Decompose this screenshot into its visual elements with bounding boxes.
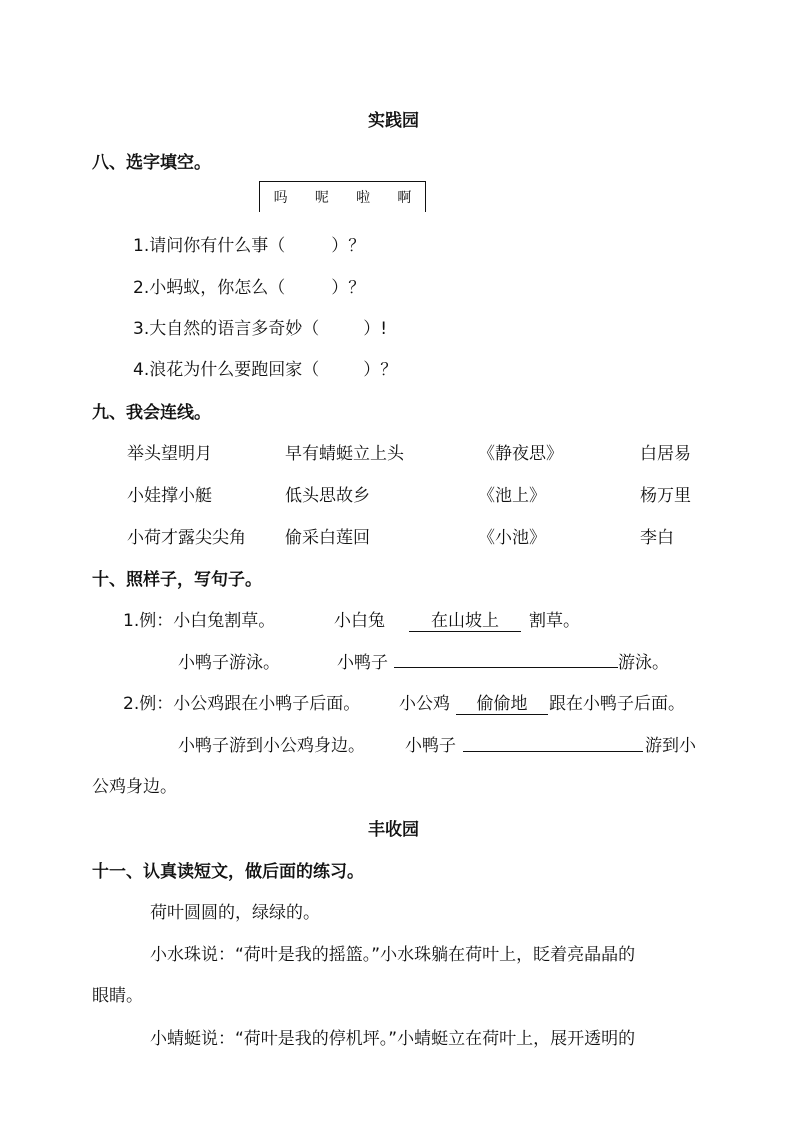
match-c2-r3[interactable]: 偷采白莲回 xyxy=(285,528,370,548)
section-8-title: 八、选字填空。 xyxy=(92,153,211,173)
question-2-tail: 游到小 xyxy=(645,736,696,756)
match-c2-r1[interactable]: 早有蜻蜓立上头 xyxy=(285,444,404,464)
match-c3-r1[interactable]: 《静夜思》 xyxy=(478,444,563,464)
question-2-subject: 小鸭子 xyxy=(405,736,456,756)
fill-item-2: 2.小蚂蚁，你怎么（ ）？ xyxy=(133,278,366,298)
fill-item-3: 3.大自然的语言多奇妙（ ）! xyxy=(133,319,388,339)
question-1-tail: 游泳。 xyxy=(618,653,669,673)
match-c4-r2[interactable]: 杨万里 xyxy=(640,486,691,506)
section-11-title: 十一、认真读短文，做后面的练习。 xyxy=(92,862,364,882)
passage-paragraph-2-line-2: 眼睛。 xyxy=(92,986,143,1006)
question-1-subject: 小鸭子 xyxy=(337,653,388,673)
answer-line-2[interactable] xyxy=(463,751,643,752)
match-c4-r3[interactable]: 李白 xyxy=(640,528,674,548)
match-c3-r2[interactable]: 《池上》 xyxy=(478,486,546,506)
match-c1-r1[interactable]: 举头望明月 xyxy=(127,444,212,464)
passage-paragraph-2-line-1: 小水珠说：“荷叶是我的摇篮。”小水珠躺在荷叶上，眨着亮晶晶的 xyxy=(150,945,636,965)
example-2-blank xyxy=(456,689,548,715)
section-9-title: 九、我会连线。 xyxy=(92,403,211,423)
question-2-prompt: 小鸭子游到小公鸡身边。 xyxy=(178,736,365,756)
fill-item-1: 1.请问你有什么事（ ）？ xyxy=(133,236,366,256)
option-la: 啦 xyxy=(356,190,371,206)
fill-item-4: 4.浪花为什么要跑回家（ ）？ xyxy=(133,360,398,380)
question-1-prompt: 小鸭子游泳。 xyxy=(178,653,280,673)
example-2-label: 2.例：小公鸡跟在小鸭子后面。 xyxy=(123,694,361,714)
options-box xyxy=(259,181,426,212)
option-a: 啊 xyxy=(397,190,412,206)
passage-paragraph-1: 荷叶圆圆的，绿绿的。 xyxy=(150,903,320,923)
option-ne: 呢 xyxy=(314,190,329,206)
match-c1-r2[interactable]: 小娃撑小艇 xyxy=(127,486,212,506)
match-c2-r2[interactable]: 低头思故乡 xyxy=(285,486,370,506)
answer-line-1[interactable] xyxy=(394,667,618,668)
example-1-tail: 割草。 xyxy=(529,611,580,631)
example-1-answer: 在山坡上 xyxy=(409,606,521,632)
example-1-blank xyxy=(409,606,521,632)
example-1-subject: 小白兔 xyxy=(334,611,385,631)
heading-harvest: 丰收园 xyxy=(368,820,419,840)
section-10-title: 十、照样子，写句子。 xyxy=(92,570,262,590)
example-2-tail: 跟在小鸭子后面。 xyxy=(549,694,685,714)
match-c3-r3[interactable]: 《小池》 xyxy=(478,528,546,548)
match-c1-r3[interactable]: 小荷才露尖尖角 xyxy=(127,528,246,548)
heading-practice: 实践园 xyxy=(368,111,419,131)
passage-paragraph-3-line-1: 小蜻蜓说：“荷叶是我的停机坪。”小蜻蜓立在荷叶上，展开透明的 xyxy=(150,1029,636,1049)
question-2-wrap: 公鸡身边。 xyxy=(92,777,177,797)
option-ma: 吗 xyxy=(273,190,288,206)
example-1-label: 1.例：小白兔割草。 xyxy=(123,611,276,631)
match-c4-r1[interactable]: 白居易 xyxy=(640,444,691,464)
example-2-answer: 偷偷地 xyxy=(456,689,548,715)
example-2-subject: 小公鸡 xyxy=(399,694,450,714)
